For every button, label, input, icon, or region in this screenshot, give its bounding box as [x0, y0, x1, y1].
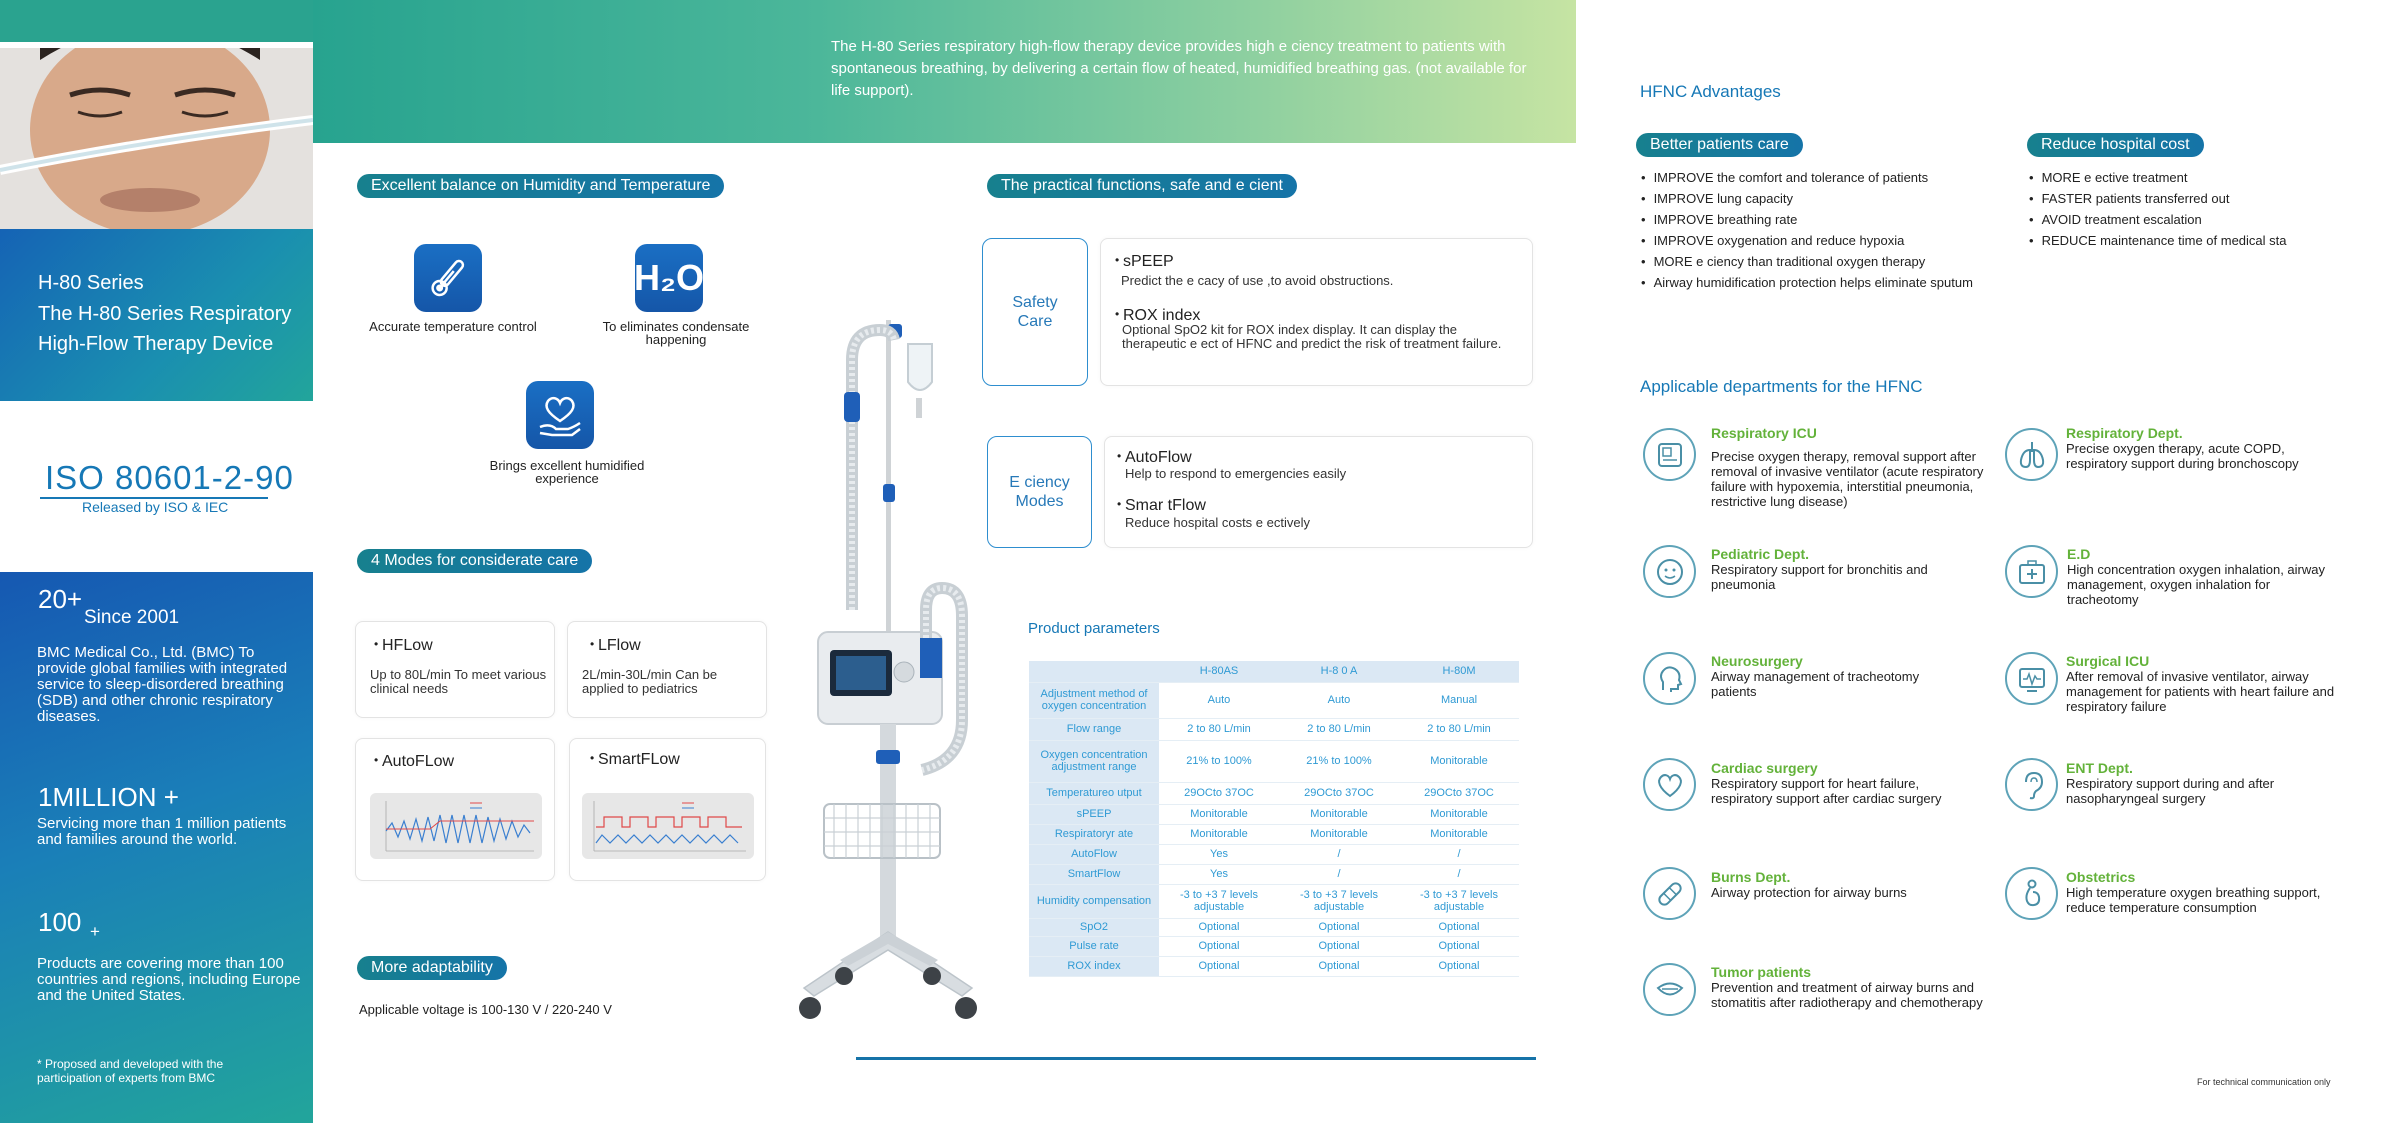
adaptability-section-pill: More adaptability — [357, 956, 507, 980]
better-care-item: • IMPROVE the comfort and tolerance of patients — [1641, 170, 1973, 191]
better-care-item: • IMPROVE breathing rate — [1641, 212, 1973, 233]
dept-ent-title: ENT Dept. — [2066, 760, 2133, 776]
params-cell: Monitorable — [1399, 824, 1519, 844]
iso-subtitle: Released by ISO & IEC — [82, 499, 229, 515]
params-row — [1029, 884, 1519, 918]
params-cell: Monitorable — [1159, 824, 1279, 844]
params-row — [1029, 844, 1519, 864]
dept-ed-title: E.D — [2067, 546, 2091, 562]
feature-humidified-caption: Brings excellent humidified experience — [489, 458, 645, 486]
autoflow-waveform-chart — [370, 793, 542, 859]
dept-burns-title: Burns Dept. — [1711, 869, 1791, 885]
params-row — [1029, 718, 1519, 740]
params-cell: Optional — [1279, 936, 1399, 956]
modes-section-pill: 4 Modes for considerate care — [357, 549, 592, 573]
stat-million-text: Servicing more than 1 million patients and families around the world. — [37, 815, 287, 848]
speep-title: • sPEEP — [1123, 253, 1174, 271]
stat-company-text: BMC Medical Co., Ltd. (BMC) To provide global families with integrated service to sleep-disordered breathing (SDB) and other chronic respiratory diseases. — [37, 644, 288, 725]
params-row — [1029, 682, 1519, 718]
child-face-icon — [1643, 545, 1696, 598]
params-cell: Monitorable — [1279, 824, 1399, 844]
mode-autoflow-title: • AutoFLow — [382, 753, 454, 771]
params-cell: Monitorable — [1399, 740, 1519, 782]
params-row-label: sPEEP — [1029, 804, 1159, 824]
safety-care-text: Safety Care — [1012, 294, 1058, 330]
stat-years-since: Since 2001 — [84, 607, 180, 628]
mode-lflow-title: • LFlow — [598, 637, 641, 655]
params-cell: 21% to 100% — [1159, 740, 1279, 782]
dept-neurosurgery-title: Neurosurgery — [1711, 653, 1803, 669]
dept-neurosurgery-text: Airway management of tracheotomy patients — [1711, 669, 1920, 699]
params-cell: Monitorable — [1279, 804, 1399, 824]
params-row-label: Temperatureo utput — [1029, 782, 1159, 804]
advantages-heading: HFNC Advantages — [1640, 82, 1781, 101]
better-care-item: • MORE e ciency than traditional oxygen therapy — [1641, 254, 1973, 275]
practical-section-pill: The practical functions, safe and e cient — [987, 174, 1297, 198]
params-row-label: Humidity compensation — [1029, 884, 1159, 918]
dept-pediatric-text: Respiratory support for bronchitis and pneumonia — [1711, 562, 1928, 592]
smartflow-waveform — [582, 793, 754, 859]
dept-respiratory-text: Precise oxygen therapy, acute COPD, respiratory support during bronchoscopy — [2066, 441, 2299, 471]
params-cell: Optional — [1159, 956, 1279, 976]
first-aid-kit-icon — [2005, 545, 2058, 598]
departments-heading: Applicable departments for the HFNC — [1640, 377, 1923, 396]
dept-burns-text: Airway protection for airway burns — [1711, 885, 1907, 900]
mode-card-lflow — [567, 621, 767, 718]
voltage-text: Applicable voltage is 100-130 V / 220-240 V — [359, 1002, 612, 1017]
params-cell: Optional — [1399, 918, 1519, 936]
params-row-label: Pulse rate — [1029, 936, 1159, 956]
params-cell: Auto — [1279, 682, 1399, 718]
fn-autoflow-title: • AutoFlow — [1125, 449, 1192, 467]
banner-description: The H-80 Series respiratory high-flow therapy device provides high e ciency treatment to patients with spontaneous breathing, by delivering a certain flow of heated, humidified breathing gas. (not available for life support). — [831, 38, 1527, 99]
autoflow-waveform — [370, 793, 542, 859]
reduce-cost-item: • AVOID treatment escalation — [2029, 212, 2287, 233]
dept-respiratory-icu-text: Precise oxygen therapy, removal support after removal of invasive ventilator (acute respiratory failure with hypoxemia, interstitial pneumonia, restrictive lung disease) — [1711, 449, 1984, 509]
stat-years-big: 20+ — [38, 584, 83, 614]
heart-icon — [1643, 758, 1696, 811]
bandage-icon — [1643, 867, 1696, 920]
mode-hflow-title: • HFLow — [382, 637, 433, 655]
params-cell: Optional — [1399, 956, 1519, 976]
hero-title-line1: The H-80 Series Respiratory — [38, 303, 292, 325]
params-cell: / — [1279, 844, 1399, 864]
params-header-row — [1029, 661, 1519, 682]
rox-title: • ROX index — [1123, 307, 1200, 325]
safety-care-label — [982, 238, 1088, 386]
dept-respiratory-title: Respiratory Dept. — [2066, 425, 2183, 441]
photo-top-gap — [0, 42, 313, 48]
params-body — [1029, 682, 1519, 976]
params-cell: Optional — [1159, 936, 1279, 956]
mouth-icon — [1643, 963, 1696, 1016]
params-header-blank — [1029, 661, 1159, 682]
mode-lflow-text: 2L/min-30L/min Can be applied to pediatrics — [582, 667, 718, 696]
mode-card-autoflow — [355, 738, 555, 881]
params-cell: 2 to 80 L/min — [1399, 718, 1519, 740]
params-cell: Yes — [1159, 844, 1279, 864]
params-row-label: ROX index — [1029, 956, 1159, 976]
dept-cardiac-title: Cardiac surgery — [1711, 760, 1818, 776]
params-row — [1029, 864, 1519, 884]
params-cell: / — [1399, 844, 1519, 864]
hero-series: H-80 Series — [38, 272, 144, 294]
hfnc-device-on-stand — [790, 320, 990, 1032]
fn-autoflow-text: Help to respond to emergencies easily — [1125, 466, 1347, 481]
params-row — [1029, 936, 1519, 956]
feature-temperature-caption: Accurate temperature control — [369, 319, 537, 334]
params-row-label: Oxygen concentration adjustment range — [1029, 740, 1159, 782]
reduce-cost-item: • MORE e ective treatment — [2029, 170, 2287, 191]
params-row-label: Respiratoryr ate — [1029, 824, 1159, 844]
fn-smartflow-title: • Smar tFlow — [1125, 497, 1206, 515]
dept-obstetrics-text: High temperature oxygen breathing support, reduce temperature consumption — [2066, 885, 2321, 915]
dept-respiratory-icu-title: Respiratory ICU — [1711, 425, 1817, 441]
params-cell: Yes — [1159, 864, 1279, 884]
params-cell: Optional — [1279, 918, 1399, 936]
params-cell: -3 to +3 7 levels adjustable — [1159, 884, 1279, 918]
dept-pediatric-title: Pediatric Dept. — [1711, 546, 1810, 562]
lungs-monitor-icon — [1643, 428, 1696, 481]
hero-title-line2: High-Flow Therapy Device — [38, 333, 274, 355]
stat-countries-plus: + — [90, 922, 100, 941]
params-row — [1029, 824, 1519, 844]
device-illustration — [790, 320, 990, 1032]
bottom-divider-line — [856, 1057, 1536, 1060]
reduce-cost-item: • FASTER patients transferred out — [2029, 191, 2287, 212]
reduce-cost-item: • REDUCE maintenance time of medical sta — [2029, 233, 2287, 254]
ear-icon — [2005, 758, 2058, 811]
params-row-label: Flow range — [1029, 718, 1159, 740]
mode-smartflow-title: • SmartFLow — [598, 751, 680, 769]
feature-condensate-caption: To eliminates condensate happening — [602, 319, 750, 347]
efficiency-modes-card — [1104, 436, 1533, 548]
safety-care-card — [1100, 238, 1533, 386]
params-row — [1029, 918, 1519, 936]
params-cell: Auto — [1159, 682, 1279, 718]
params-cell: Monitorable — [1399, 804, 1519, 824]
dept-tumor-title: Tumor patients — [1711, 964, 1812, 980]
params-cell: Optional — [1159, 918, 1279, 936]
params-cell: / — [1399, 864, 1519, 884]
reduce-cost-pill: Reduce hospital cost — [2027, 133, 2204, 157]
humidity-section-pill: Excellent balance on Humidity and Temperature — [357, 174, 724, 198]
params-row — [1029, 782, 1519, 804]
params-row — [1029, 804, 1519, 824]
dept-ed-text: High concentration oxygen inhalation, airway management, oxygen inhalation for tracheotomy — [2067, 562, 2325, 607]
dept-ent-text: Respiratory support during and after nasopharyngeal surgery — [2066, 776, 2275, 806]
dept-cardiac-text: Respiratory support for heart failure, respiratory support after cardiac surgery — [1711, 776, 1942, 806]
params-col-h80m: H-80M — [1399, 661, 1519, 682]
better-care-list — [1641, 170, 1973, 296]
params-row-label: AutoFlow — [1029, 844, 1159, 864]
params-cell: 2 to 80 L/min — [1159, 718, 1279, 740]
heart-hand-icon — [526, 381, 594, 449]
iso-standard-title: ISO 80601-2-90 — [45, 459, 294, 496]
params-row — [1029, 956, 1519, 976]
dept-obstetrics-title: Obstetrics — [2066, 869, 2136, 885]
params-cell: Manual — [1399, 682, 1519, 718]
params-row-label: SpO2 — [1029, 918, 1159, 936]
mode-hflow-text: Up to 80L/min To meet various clinical needs — [370, 667, 547, 696]
footer-note: For technical communication only — [2197, 1077, 2331, 1087]
params-col-h80as: H-80AS — [1159, 661, 1279, 682]
params-cell: 29OCto 37OC — [1159, 782, 1279, 804]
params-cell: 29OCto 37OC — [1279, 782, 1399, 804]
better-care-item: • IMPROVE lung capacity — [1641, 191, 1973, 212]
h2o-icon — [635, 244, 703, 312]
better-care-pill: Better patients care — [1636, 133, 1803, 157]
head-profile-icon — [1643, 652, 1696, 705]
reduce-cost-list — [2029, 170, 2287, 254]
params-row — [1029, 740, 1519, 782]
dept-tumor-text: Prevention and treatment of airway burns and stomatitis after radiotherapy and chemotherapy — [1711, 980, 1983, 1010]
lungs-icon — [2005, 428, 2058, 481]
mode-card-smartflow — [569, 738, 766, 881]
params-col-h80a: H-8 0 A — [1279, 661, 1399, 682]
product-params-heading: Product parameters — [1028, 620, 1160, 637]
params-cell: Monitorable — [1159, 804, 1279, 824]
params-cell: -3 to +3 7 levels adjustable — [1399, 884, 1519, 918]
fn-smartflow-text: Reduce hospital costs e ectively — [1125, 515, 1310, 530]
better-care-item: • Airway humidification protection helps eliminate sputum — [1641, 275, 1973, 296]
efficiency-modes-text: E ciency Modes — [1009, 474, 1070, 510]
footnote: * Proposed and developed with the participation of experts from BMC — [37, 1057, 224, 1085]
params-row-label: Adjustment method of oxygen concentration — [1029, 682, 1159, 718]
efficiency-modes-label — [987, 436, 1092, 548]
params-row-label: SmartFlow — [1029, 864, 1159, 884]
rox-text: Optional SpO2 kit for ROX index display. It can display the therapeutic e ect of HFNC and predict the risk of treatment failure. — [1122, 322, 1502, 351]
thermometer-icon — [414, 244, 482, 312]
dept-surgical-icu-text: After removal of invasive ventilator, airway management for patients with heart failure and respiratory failure — [2066, 669, 2335, 714]
params-cell: / — [1279, 864, 1399, 884]
stat-countries-big: 100 — [38, 907, 82, 937]
product-params-table — [1029, 661, 1519, 977]
better-care-item: • IMPROVE oxygenation and reduce hypoxia — [1641, 233, 1973, 254]
smartflow-waveform-chart — [582, 793, 754, 859]
heart-monitor-icon — [2005, 652, 2058, 705]
params-cell: Optional — [1279, 956, 1399, 976]
params-cell: 21% to 100% — [1279, 740, 1399, 782]
params-cell: 29OCto 37OC — [1399, 782, 1519, 804]
photo-top-band — [0, 0, 313, 42]
params-cell: 2 to 80 L/min — [1279, 718, 1399, 740]
mode-card-hflow — [355, 621, 555, 718]
dept-surgical-icu-title: Surgical ICU — [2066, 653, 2150, 669]
speep-text: Predict the e cacy of use ,to avoid obstructions. — [1121, 273, 1394, 288]
pregnancy-icon — [2005, 867, 2058, 920]
params-cell: Optional — [1399, 936, 1519, 956]
stat-million-big: 1MILLION + — [38, 782, 179, 812]
stat-countries-text: Products are covering more than 100 countries and regions, including Europe and the United States. — [37, 955, 301, 1004]
params-cell: -3 to +3 7 levels adjustable — [1279, 884, 1399, 918]
h2o-text: H₂O — [634, 257, 704, 298]
